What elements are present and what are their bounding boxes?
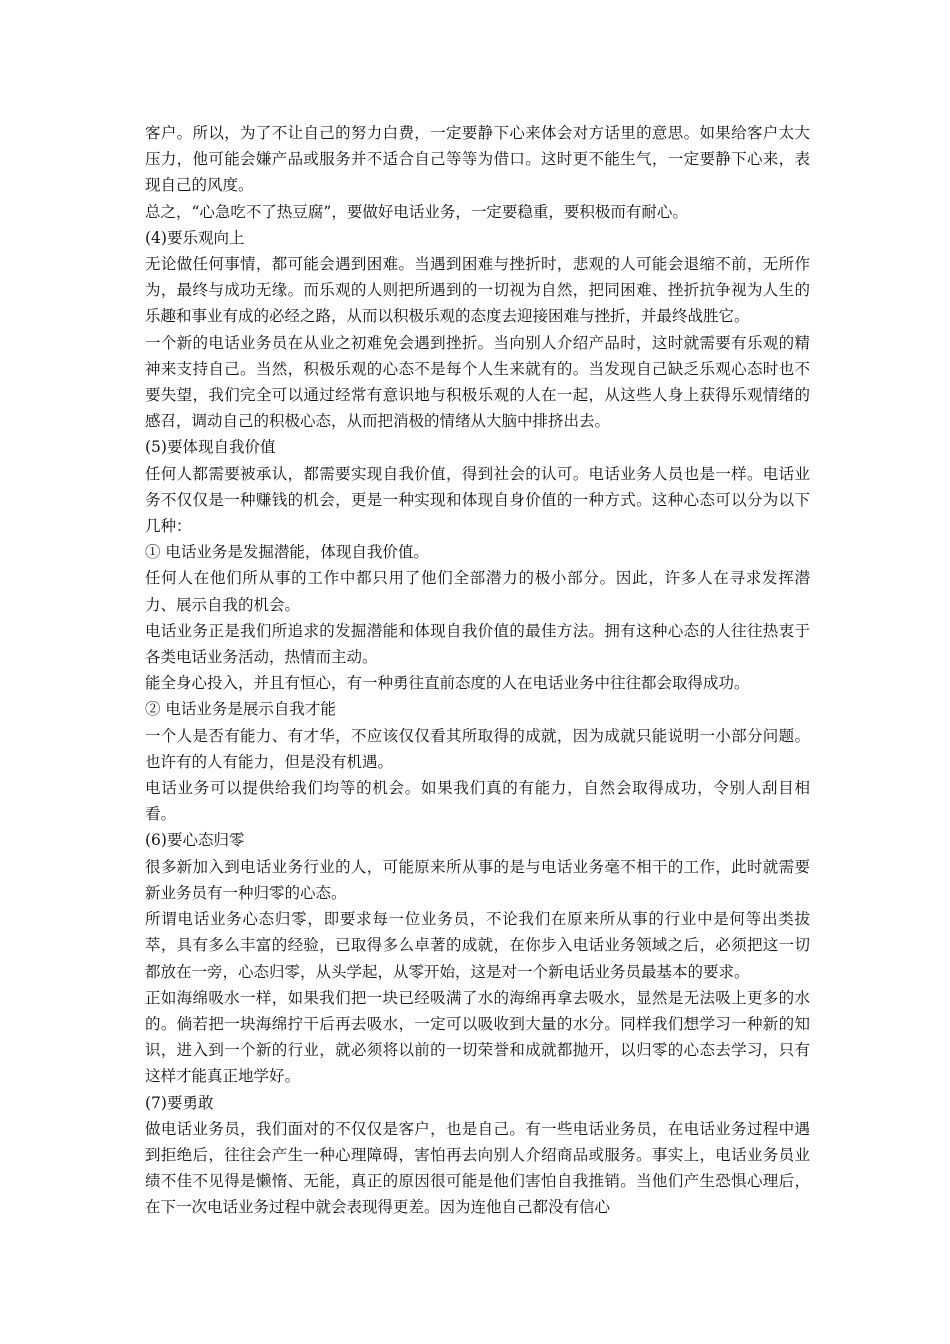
paragraph: 任何人在他们所从事的工作中都只用了他们全部潜力的极小部分。因此，许多人在寻求发挥潜力、展示自我的机会。 (145, 569, 810, 614)
section-heading: (7)要勇敢 (145, 1093, 214, 1112)
list-item: ① 电话业务是发掘潜能，体现自我价值。 (145, 543, 429, 562)
section-heading: (6)要心态归零 (145, 831, 245, 850)
document-body (145, 120, 810, 1221)
paragraph: 正如海绵吸水一样，如果我们把一块已经吸满了水的海绵再拿去吸水，显然是无法吸上更多的水的。倘若把一块海绵拧干后再去吸水，一定可以吸收到大量的水分。同样我们想学习一种新的知识，进入到一个新的行业，就必须将以前的一切荣誉和成就都抛开，以归零的心态去学习，只有这样才能真正地学好。 (145, 988, 810, 1086)
paragraph: 电话业务正是我们所追求的发掘潜能和体现自我价值的最佳方法。拥有这种心态的人往往热衷于各类电话业务活动，热情而主动。 (145, 621, 810, 667)
paragraph: 总之，“心急吃不了热豆腐”，要做好电话业务，一定要稳重，要积极而有耐心。 (145, 202, 688, 221)
paragraph: 一个人是否有能力、有才华，不应该仅仅看其所取得的成就，因为成就只能说明一小部分问题。也许有的人有能力，但是没有机遇。 (145, 726, 810, 771)
paragraph: 做电话业务员，我们面对的不仅仅是客户，也是自己。有一些电话业务员，在电话业务过程中遇到拒绝后，往往会产生一种心理障碍，害怕再去向别人介绍商品或服务。事实上，电话业务员业绩不佳不见得是懒惰、无能，真正的原因很可能是他们害怕自我推销。当他们产生恐惧心理后，在下一次电话业务过程中就会表现得更差。因为连他自己都没有信心 (145, 1119, 810, 1217)
paragraph: 所谓电话业务心态归零，即要求每一位业务员，不论我们在原来所从事的行业中是何等出类拔萃，具有多么丰富的经验，已取得多么卓著的成就，在你步入电话业务领域之后，必须把这一切都放在一旁，心态归零，从头学起，从零开始，这是对一个新电话业务员最基本的要求。 (145, 910, 810, 981)
paragraph: 任何人都需要被承认，都需要实现自我价值，得到社会的认可。电话业务人员也是一样。电话业务不仅仅是一种赚钱的机会，更是一种实现和体现自身价值的一种方式。这种心态可以分为以下几种： (145, 464, 810, 536)
paragraph: 客户。所以，为了不让自己的努力白费，一定要静下心来体会对方话里的意思。如果给客户太大压力，他可能会嫌产品或服务并不适合自己等等为借口。这时更不能生气，一定要静下心来，表现自己的风度。 (145, 124, 810, 195)
paragraph: 电话业务可以提供给我们均等的机会。如果我们真的有能力，自然会取得成功，令别人刮目相看。 (145, 779, 810, 824)
section-heading: (4)要乐观向上 (145, 228, 245, 247)
paragraph: 无论做任何事情，都可能会遇到困难。当遇到困难与挫折时，悲观的人可能会退缩不前，无所作为，最终与成功无缘。而乐观的人则把所遇到的一切视为自然，把同困难、挫折抗争视为人生的乐趣和事业有成的必经之路，从而以积极乐观的态度去迎接困难与挫折，并最终战胜它。 (145, 255, 810, 326)
paragraph: 一个新的电话业务员在从业之初难免会遇到挫折。当向别人介绍产品时，这时就需要有乐观的精神来支持自己。当然，积极乐观的心态不是每个人生来就有的。当发现自己缺乏乐观心态时也不要失望，我们完全可以通过经常有意识地与积极乐观的人在一起，从这些人身上获得乐观情绪的感召，调动自己的积极心态，从而把消极的情绪从大脑中排挤出去。 (145, 333, 810, 431)
list-item: ② 电话业务是展示自我才能 (145, 700, 336, 719)
paragraph: 能全身心投入，并且有恒心，有一种勇往直前态度的人在电话业务中往往都会取得成功。 (145, 674, 750, 693)
paragraph: 很多新加入到电话业务行业的人，可能原来所从事的是与电话业务毫不相干的工作，此时就需要新业务员有一种归零的心态。 (145, 857, 810, 902)
section-heading: (5)要体现自我价值 (145, 438, 276, 457)
